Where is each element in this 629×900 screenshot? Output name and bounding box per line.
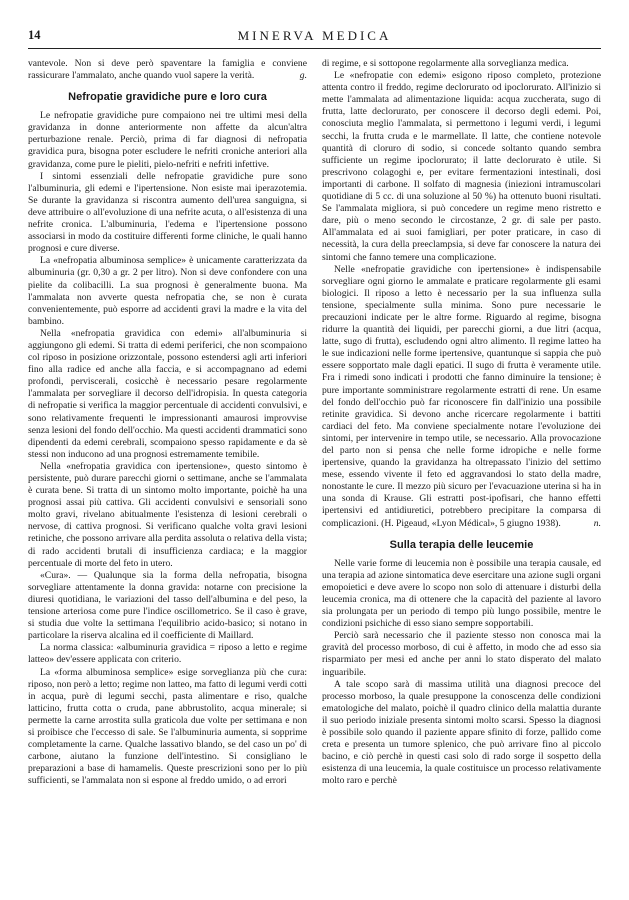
left-column bbox=[28, 58, 307, 787]
paragraph: Le nefropatie gravidiche pure compaiono nei tre ultimi mesi della gravidanza in donne anteriormente non affette da alcun'altra perturbazione renale. Perciò, prima di far diagnosi di nefropatia gravidica pura, bisogna poter escludere le nefriti croniche anteriori alla gravidanza, come pure le pieliti, pielo-nefriti e nefriti infettive. bbox=[28, 110, 307, 170]
paragraph-with-signature bbox=[322, 264, 601, 530]
section-heading-nefropatie: Nefropatie gravidiche pure e loro cura bbox=[68, 91, 267, 104]
paragraph-text: Nelle «nefropatie gravidiche con ipertensione» è indispensabile sorvegliare ogni giorno le ammalate e praticare regolarmente gli esami biologici. Il riposo a letto è necessario per la sua influenza sulla tensione, specialmente sulla minima. Sono pure necessarie le precauzioni indicate per le altre forme. Riguardo al regime, bisogna ridurre la quantità dei liquidi, per parecchi giorni, a due litri (acqua, latte, sugo di frutta), escludendo ogni altro alimento. Il regime latteo ha le sue indicazioni nelle forme ipertensive, quantunque si sappia che può essere sopportato male dagli epatici. Il sugo di frutta è veramente utile. Fra i rimedi sono indicati i prodotti che fanno diminuire la tensione; è pure importante somministrare regolarmente estratti di rene. Un esame del fondo dell'occhio può far riconoscere fin dall'inizio una possibile retinite gravidica. Si devono anche ricercare regolarmente i battiti cardiaci del feto. Ma conviene specialmente notare l'evoluzione dei sintomi, per intervenire in tempo utile, se necessario. Alla provocazione del parto non si pensa che nelle forme idropiche e nelle forme ipertensive, quando la gravidanza ha oltrepassato l'inizio del settimo mese, essendo vivente il feto ed aggravandosi lo stato della madre, nonostante le cure. Il mezzo più sicuro per l'evacuazione uterina si ha in una sonda di Krause. Gli estratti post-ipofisari, che hanno effetti ipertensivi ed antidiuretici, potrebbero precipitare la comparsa di complicazioni. (H. Pigeaud, «Lyon Médical», 5 giugno 1938). bbox=[322, 263, 601, 529]
section-heading-leucemie: Sulla terapia delle leucemie bbox=[389, 538, 534, 551]
paragraph: Nella «nefropatia gravidica con edemi» all'albuminuria si aggiungono gli edemi. Si tratta di edemi periferici, che non scompaiono col riposo in posizione orizzontale, possono estendersi agli arti inferiori fino alla radice ed anche alla faccia, e si accompagnano ad edemi profondi, perviscerali, cosicchè è necessario pesare regolarmente l'ammalata per sorvegliare il decorso dell'idropisia. In questa categoria di nefropatie si verifica la maggior percentuale di accidenti convulsivi, e sono relativamente frequenti le impressionanti amaurosi improvvise senza lesioni del fondo dell'occhio. Ma questi accidenti drammatici sono dipendenti da edemi cerebrali, scompaiono spesso rapidamente e da sè stessi non inducono ad una prognosi estremamente temibile. bbox=[28, 327, 307, 460]
journal-title: MINERVA MEDICA bbox=[237, 28, 392, 43]
paragraph: Le «nefropatie con edemi» esigono riposo completo, protezione attenta contro il freddo, regime declorurato od ipoclorurato. All'inizio si mette l'ammalata ad alimentazione liquida: acqua zuccherata, sugo di frutta, latte declorurato, per conoscere il decorso degli edemi. Poi, conosciuta meglio l'ammalata, si permettono i legumi verdi, i legumi secchi, la frutta cruda e le marmellate. Il latte, che contiene notevole quantità di cloruro di sodio, si concede soltanto quando sembra sufficiente un regime ipoclorurato; il latte declorurato è utile. Si prescrivono colagoghi e, per evitare fermentazioni intestinali, dosi importanti di carbone. Il solfato di magnesia (iniezioni intramuscolari quotidiane di 5 cc. di una soluzione al 50 %) ha ottenuto buoni risultati. Se l'ammalata migliora, si può concedere un regime meno ristretto e dare, più o meno secondo le circostanze, 2 gr. di sale per pasto. All'ammalata ed ai suoi famigliari, per poter praticare, in caso di necessità, la cura della preeclampsia, si deve far conoscere la natura dei sintomi che fanno temere una complicazione. bbox=[322, 70, 601, 263]
paragraph: Perciò sarà necessario che il paziente stesso non conosca mai la gravità del processo morboso, di cui è affetto, in modo che ad esso sia risparmiato per mesi ed anche per anni lo stato disperato del malato inguaribile. bbox=[322, 630, 601, 678]
page-number: 14 bbox=[28, 28, 41, 42]
intro-paragraph bbox=[28, 58, 307, 82]
paragraph: La «forma albuminosa semplice» esige sorveglianza più che cura: riposo, non però a letto; regime non latteo, ma fatto di legumi verdi cotti in acqua, purè di legumi secchi, pasta alimentare e riso, qualche latticino, frutta cotta o cruda, pane abbrustolito, acqua minerale; si permette la carne arrostita sulla graticola due volte per settimana e non si proibisce che l'eccesso di sale. Se l'albuminuria aumenta, si sopprime completamente la carne. Qualche lassativo blando, se del caso un po' di carbone, aiutano la funzione dell'intestino. Si consigliano le preparazioni a base di hamamelis. Queste prescrizioni sono per lo più sufficienti, se l'ammalata non si espone al freddo umido, o ad errori bbox=[28, 666, 307, 787]
intro-text: vantevole. Non si deve però spaventare la famiglia e conviene rassicurare l'ammalato, anche quando vuol sapere la verità. bbox=[28, 58, 307, 82]
paragraph: I sintomi essenziali delle nefropatie gravidiche pure sono l'albuminuria, gli edemi e l'ipertensione. Non esiste mai iperazotemia. Se durante la gravidanza si riscontra aumento dell'urea sanguigna, si deve attribuire o all'evoluzione di una nefrite acuta, o all'esistenza di una nefrite cronica. L'albuminuria, l'edema e l'ipertensione possono associarsi in modo da costituire differenti forme cliniche, le quali hanno prognosi e cure diverse. bbox=[28, 170, 307, 255]
paragraph: Nelle varie forme di leucemia non è possibile una terapia causale, ed una terapia ad azione sintomatica deve esercitare una azione sugli organi emopoietici e deve avere lo scopo non solo di attenuare i disturbi della leucemia cronica, ma di ottenere che la capacità del paziente al lavoro sia prolungata per un periodo di tempo più lungo possibile, mentre le condizioni psichiche di esso siano sempre sopportabili. bbox=[322, 557, 601, 630]
paragraph: di regime, e si sottopone regolarmente alla sorveglianza medica. bbox=[322, 58, 569, 69]
paragraph: A tale scopo sarà di massima utilità una diagnosi precoce del processo morboso, la quale presuppone la conoscenza delle condizioni ematologiche del malato, poichè il quadro clinico della malattia durante il suo periodo iniziale presenta sintomi molto scarsi. Spesso la diagnosi è possibile solo quando il paziente appare sfinito di forze, pallido come creta e presenta un tumore splenico, che può arrivare fino al piccolo bacino, e ciò perchè in questi casi solo di rado sorge il sospetto della esistenza di una leucemia, la quale costituisce un processo relativamente molto raro e perchè bbox=[322, 678, 601, 787]
right-column bbox=[322, 58, 601, 787]
paragraph: La norma classica: «albuminuria gravidica = riposo a letto e regime latteo» dev'essere applicata con criterio. bbox=[28, 642, 307, 666]
page-header bbox=[28, 26, 601, 49]
paragraph: Nella «nefropatia gravidica con ipertensione», questo sintomo è persistente, può durare parecchi giorni o settimane, anche se l'ammalata è curata bene. Si tratta di un sintomo molto importante, poichè ha una prognosi assai più cattiva. Gli accidenti convulsivi e sensoriali sono molto gravi, rivelano abitualmente l'esistenza di lesioni cerebrali o nervose, di cattiva prognosi. Si verificano qualche volta gravi lesioni retiniche, che possono arrivare alla perdita assoluta o relativa della vista; di rado accidenti brutali di insufficienza cardiaca; e la maggior percentuale di morte del feto in utero. bbox=[28, 460, 307, 569]
paragraph: La «nefropatia albuminosa semplice» è unicamente caratterizzata da albuminuria (gr. 0,30 a gr. 2 per litro). Non si deve confondere con una pielite da colibacilli. La sua prognosi è generalmente buona. Ma l'ammalata non avverte questa nefropatia che, se non è curata convenientemente, può esporre ad accidenti gravi la madre e la vita del bambino. bbox=[28, 255, 307, 327]
article-signature: n. bbox=[593, 517, 601, 529]
intro-signature: g. bbox=[299, 70, 307, 82]
paragraph: «Cura». — Qualunque sia la forma della nefropatia, bisogna sorvegliare attentamente la donna gravida: notarne con precisione la diuresi quotidiana, le variazioni del tasso dell'albumina e del peso, la tensione arteriosa come pure l'indice oscillometrico. Se il caso è grave, si studia due volte la settimana l'equilibrio acido-basico; si notano in particolare la riserva alcalina ed il coefficiente di Maillard. bbox=[28, 569, 307, 642]
